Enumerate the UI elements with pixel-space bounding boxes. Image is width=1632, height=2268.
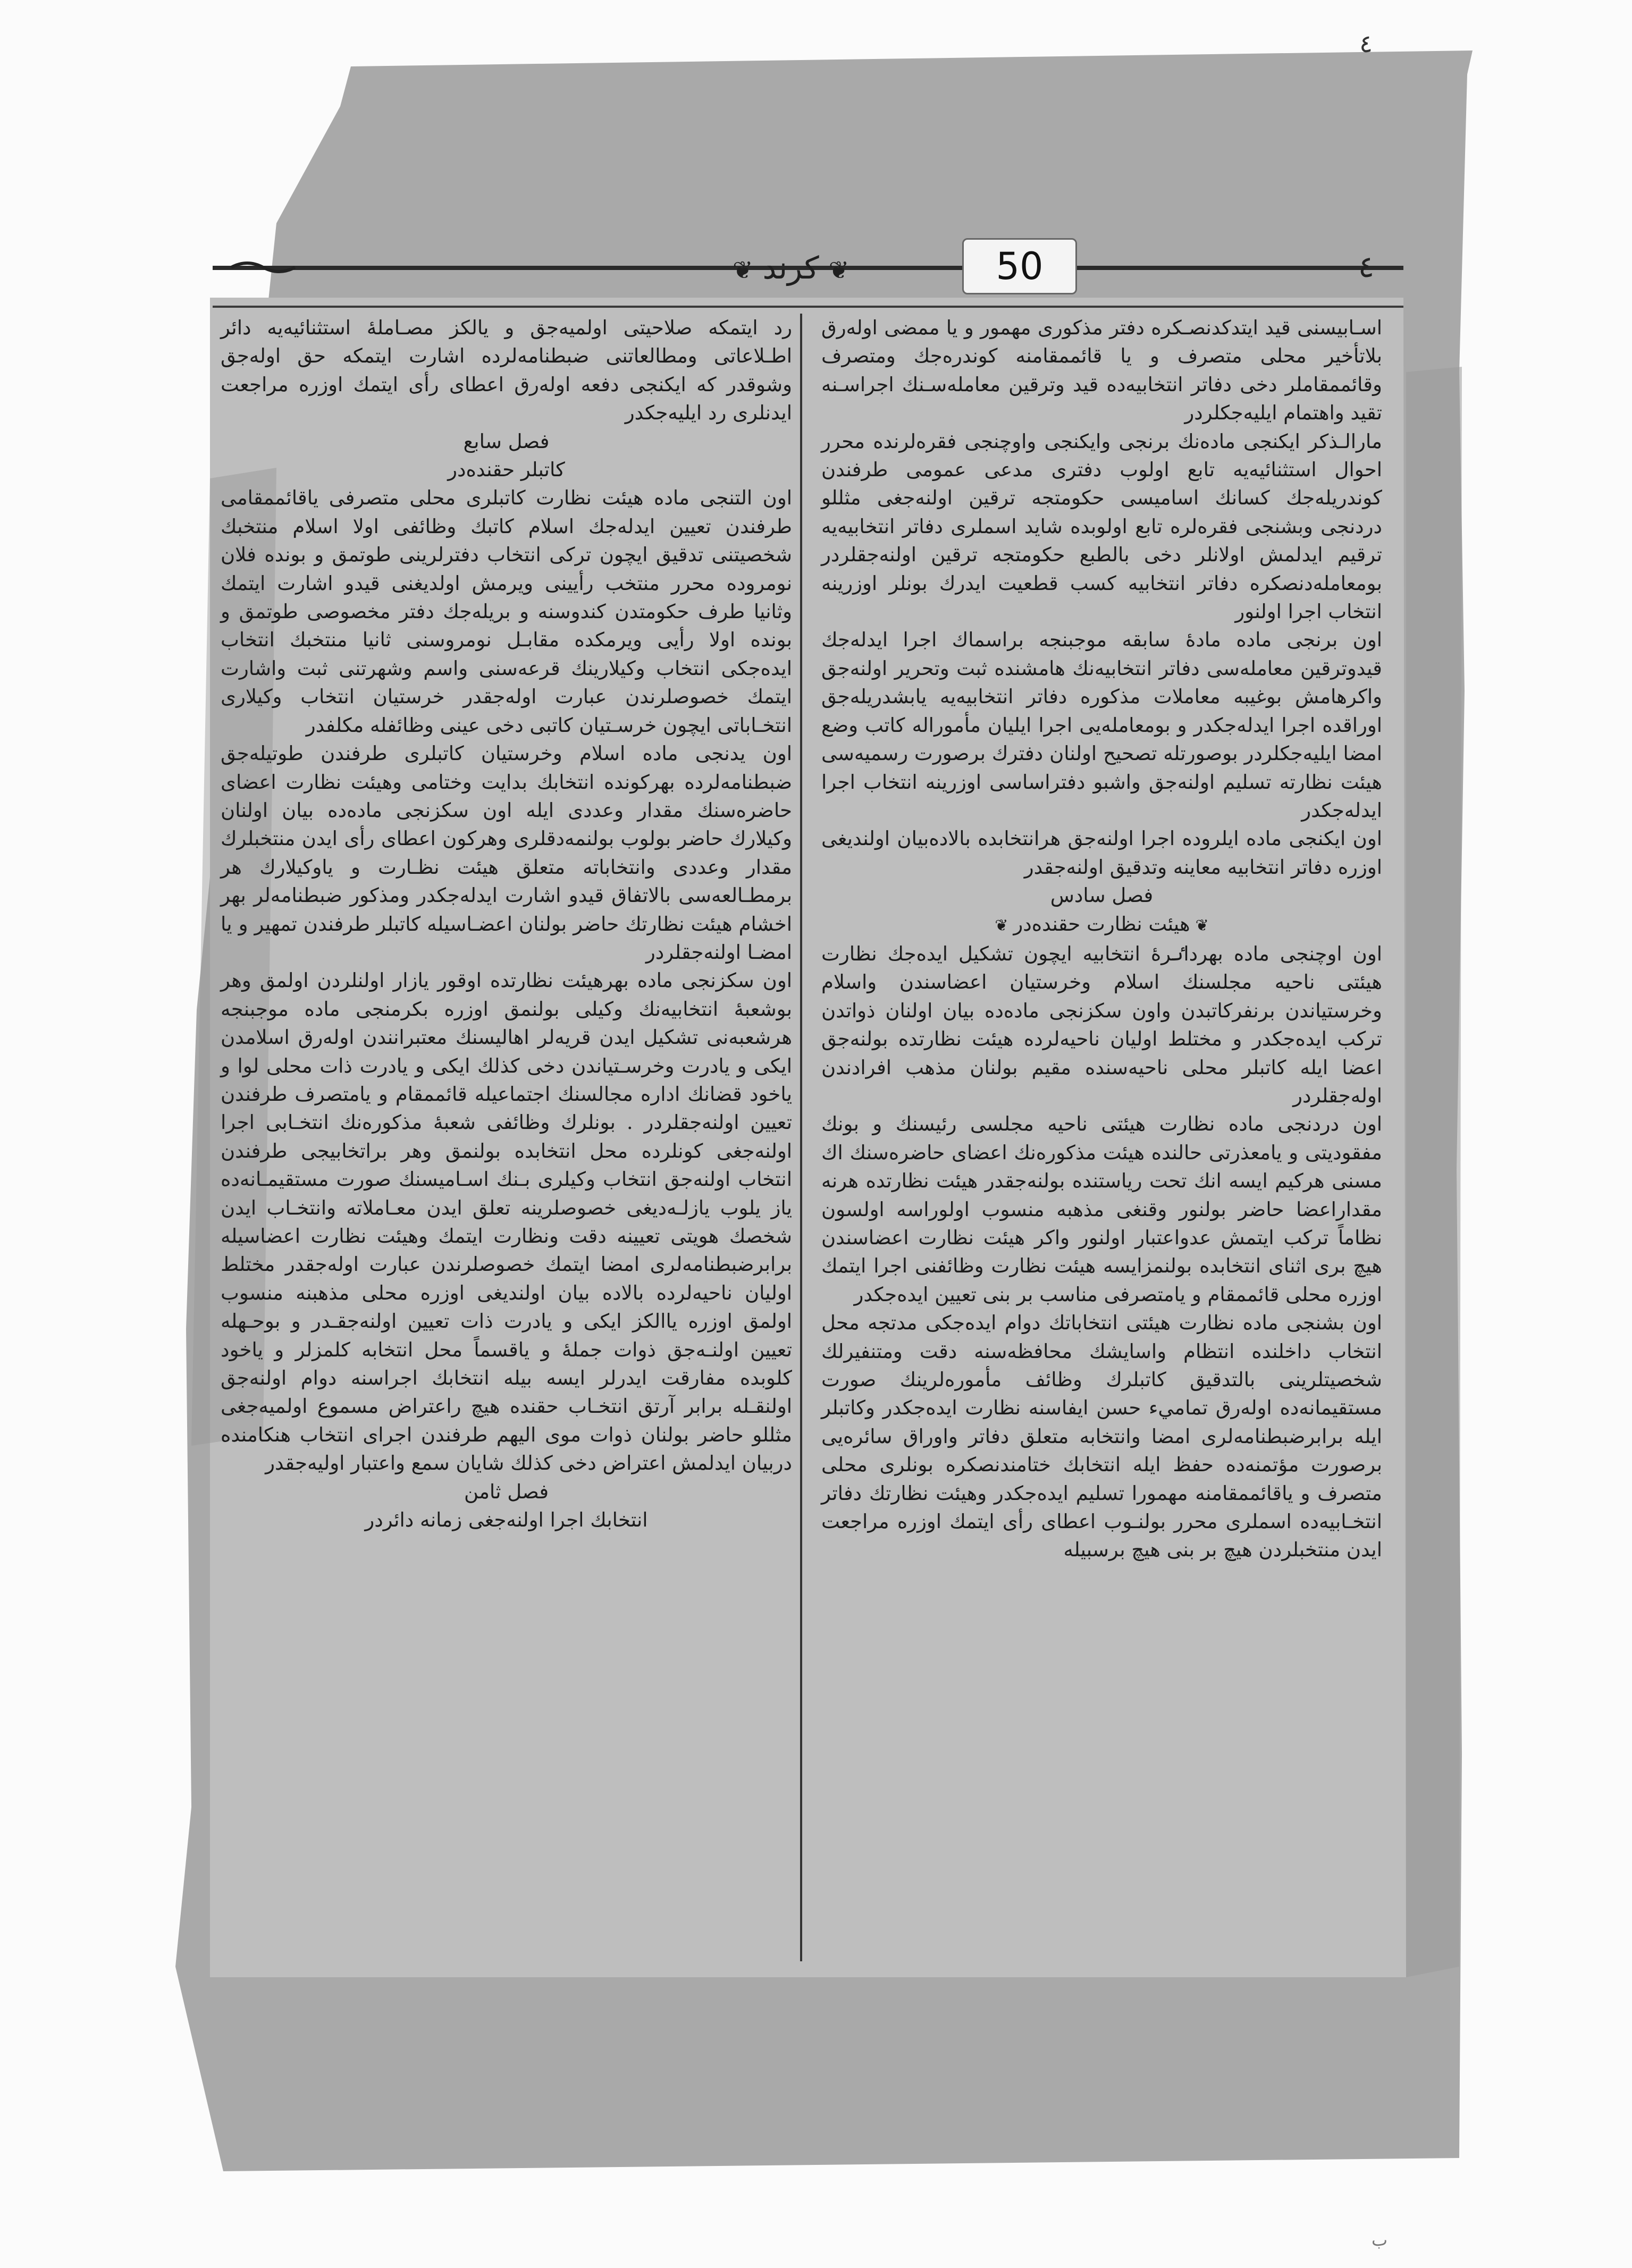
column-divider [800,314,802,1961]
ornament-icon: ❦ [1195,916,1209,935]
section-heading: فصل ثامن [464,1480,549,1503]
section-heading: فصل سادس [1050,884,1154,907]
paragraph: اسـابيسنى قيد ايتدكدنصـكره دفتر مذكورى مهمور و يا ممضى اولەرق بلاتأخير محلى متصرف و يا قائممقامنه كوندرەجك ومتصرف وقائممقاملر دخى دفاتر انتخابيەده قيد وترقين معاملەسـنك اجراسـنه تقيد واهتمام ايليەجكلردر [821,316,1382,425]
masthead-ornament-icon: ❦ [733,256,753,284]
section-subheading: انتخابك اجرا اولنەجغى زمانه دائردر [365,1508,648,1532]
masthead-title: كرند [762,250,819,286]
printed-page-digit: ٤ [1358,250,1375,284]
paragraph: اون سكزنجى ماده بهرهيئت نظارتدە اوقور يازار اولنلردن اولمق وهر بوشعبۀ انتخابيەنك وكيلى بولنمق اوزره بكرمنجى ماده موجبنجه هرشعبەنى تشكيل ايدن قريەلر اهاليسنك معتبرانندن اولەرق اسلامدن ايكى و يادرت وخرسـتياندن دخى كذلك ايكى و يادرت ذات محلى لوا و ياخود قضانك اداره مجالسنك اجتماعيله قائممقام و يامتصرف طرفندن تعيين اولنەجقلردر . بونلرك وظائفى شعبۀ مذكورەنك انتخـابى اجرا اولنەجغى كونلرده محل انتخابده بولنمق وهر براتخابيجى طرفندن انتخاب اولنەجق انتخاب وكيلرى بـنك اسـاميسنك صورت مستقيمـانەده ياز يلوب يازلـەديغى خصوصلرينه تعلق ايدن معـاملاته وانتخـاب ايدن شخصك هويتى تعيينه دقت ونظارت ايتمك وهيئت نظارت اعضاسيله برابرضبطنامەلرى امضا ايتمك خصوصلرندن عبارت اولەجقدر مختلط اوليان ناحيەلرده بالادە بيان اولنديغى اوزره محلى مذهبنه منسوب اولمق اوزره ياالكز ايكى و يادرت ذات تعيين اولنەجقـدر و بوحـهله تعيين اولنـەجق ذوات جملۀ و ياقسماً محل انتخابه كلمزلر و ياخود كلوبده مفارقت ايدرلر ايسه بيله انتخابك اجراسنه دوام اولنەجق اولنقـله برابر آرتق انتخـاب حقنده هيچ راعتراض مسموع اولميەجغى مثللو حاضر بولنان ذوات موى اليهم طرفندن اجراى انتخاب هنكامنده دربيان ايدلمش اعتراض دخى كذلك شايان سمع واعتبار اوليەجقدر [221,969,792,1475]
newspaper-masthead [723,250,859,286]
left-text-column [221,314,792,1534]
handwritten-page-number: 50 [962,238,1077,294]
paragraph: اون دردنجى ماده نظارت هيئتى ناحيه مجلسى رئيسنك و بونك مفقوديتى و يامعذرتى حالنده هيئت مذكورەنك اعضاى حاضرەسنك اك مسنى هركيم ايسه انك تحت رياستنده بولنەجقدر هيئت نظارتده هرنه مقداراعضا حاضر بولنور وقنغى مذهبه منسوب اولوراسه اولسون نظاماً تركب ايتمش عدواعتبار اولنور واكر هيئت نظارت اعضاسندن هيچ برى اثناى انتخابده بولنمزايسه هيئت نظارت وظائفنى اجرا ايتمك اوزره محلى قائممقام و يامتصرفى مناسب بر بنى تعيين ايدەجكدر [821,1112,1382,1306]
paragraph: اون يدنجى ماده اسلام وخرستيان كاتبلرى طرفندن طوتيلەجق ضبطنامەلرده بهركونده انتخابك بدايت وختامى وهيئت نظارت اعضاى حاضرەسنك مقدار وعددى ايله اون سكزنجى مادەدە بيان اولنان وكيلارك حاضر بولوب بولنمەدقلرى وهركون اعطاى رأى ايدن منتخبلرك مقدار وعددى وانتخاباته متعلق هيئت نظـارت و ياوكيلارك هر برمطـالعەسى بالاتفاق قيدو اشارت ايدلەجكدر ومذكور ضبطنامەلر بهر اخشام هيئت نظارتك حاضر بولنان اعضـاسيله كاتبلر طرفندن تمهير و يا امضـا اولنەجقلردر [221,742,792,964]
header-rule-thin [213,306,1403,308]
paragraph: اون برنجى ماده مادۀ سابقه موجبنجه براسماك اجرا ايدلەجك قيدوترقين معاملەسى دفاتر انتخابيەنك هامشنده ثبت وتحرير اولنەجق واكرهامش بوغيبه معاملات مذكوره دفاتر انتخابيەيه يابشدريلەجق اوراقده اجرا ايدلەجكدر و بومعاملەيى اجرا ايليان مأموراله كاتب وضع امضا ايليەجكلردر بوصورتله تصحيح اولنان دفترك برصورت رسميەسى هيئت نظارته تسليم اولنەجق واشبو دفتراساسى اوزرينه انتخاب اجرا ايدلەجكدر [821,628,1382,822]
paragraph: اون بشنجى ماده نظارت هيئتى انتخاباتك دوام ايدەجكى مدتجه محل انتخاب داخلنده انتظام واسايشك محافظەسنه دقت ومتنفيرلك شخصيتلرينى بالتدقيق كاتبلرك وظائف مأمورەلرينك صورت مستقيمانەده اولەرق تماميء حسن ايفاسنه نظارت ايدەجكدر وكاتبلر ايله برابرضبطنامەلرى امضا وانتخابه متعلق دفاتر واوراق سائرەيى برصورت مؤتمنەده حفظ ايله انتخابك ختامندنصكره بونلرى محلى متصرف و ياقائممقامنه مهمورا تسليم ايدەجكدر وهيئت نظارتك دفاتر انتخـابيەده اسملرى محرر بولنـوب اعطاى رأى ايتمك اوزره مراجعت ايدن منتخبلردن هيچ بر بنى هيچ برسبيله [821,1311,1382,1562]
section-subheading-text: هيئت نظارت حقندەدر [1013,912,1190,935]
paragraph: اون التنجى ماده هيئت نظارت كاتبلرى محلى متصرفى ياقائممقامى طرفندن تعيين ايدلەجك اسلام كاتبك وظائفى اولا اسلام منتخبك شخصيتنى تدقيق ايچون تركى انتخاب دفترلرينى طوتمق و بونده فلان نومرودە محرر منتخب رأيينى ويرمش اولديغنى قيدو اشارت ايتمك وثانيا طرف حكومتدن كندوسنه و بريلەجك دفتر مخصوصى طوتمق و بونده اولا رأيى ويرمكده مقابـل نومروسنى ثانيا منتخبك انتخاب ايدەجكى انتخاب وكيلارينك قرعەسنى واسم وشهرتنى ثبت واشارت ايتمك خصوصلرندن عبارت اولەجقدر خرستيان انتخاب وكيلارى انتخـاباتى ايچون خرسـتيان كاتبى دخى عينى وظائفله مكلفدر [221,486,792,737]
right-text-column [821,314,1382,1564]
section-heading: فصل سابع [463,429,550,453]
section-subheading: كاتبلر حقندەدر [448,458,565,482]
paragraph: اون اوچنجى ماده بهرداٸرۀ انتخابيه ايچون تشكيل ايدەجك نظارت هيئتى ناحيه مجلسنك اسلام وخرستيان اعضاسندن واسلام وخرستياندن برنفركاتبدن واون سكزنجى مادەده بيان اولنان ذواتدن تركب ايدەجكدر و مختلط اوليان ناحيەلرده هيئت نظارتده بولنەجق اعضا ايله كاتبلر محلى ناحيەسنده مقيم بولنان مذهب افرادندن اولەجقلردر [821,942,1382,1107]
paragraph: مارالـذكر ايكنجى مادەنك برنجى وايكنجى واوچنجى فقرەلرنده محرر احوال استثنائيەيه تابع اولوب دفترى مدعى عمومى طرفندن كوندريلەجك كسانك اساميسى حكومتجه ترقين اولنەجغى مثللو دردنجى وبشنجى فقرەلره تابع اولوبده شايد اسملرى دفاتر انتخابيەيه ترقيم ايدلمش اولانلر دخى بالطبع حكومتجه ترقين اولنەجقلردر بومعاملەدنصكره دفاتر انتخابيه كسب قطعيت ايدرك بونلر اوزرينه انتخاب اجرا اولنور [821,429,1382,623]
flourish-ornament-icon [229,258,298,277]
ornament-icon: ❦ [995,916,1008,935]
paragraph: اون ايكنجى ماده ايلرودە اجرا اولنەجق هرانتخابده بالادەبيان اولنديغى اوزره دفاتر انتخابيه معاينه وتدقيق اولنەجقدر [821,827,1382,879]
bottom-corner-mark: ب [1372,2230,1388,2250]
paragraph: رد ايتمكه صلاحيتى اولميەجق و يالكز مصـاملۀ استثنائيەيه دائر اطـلاعاتى ومطالعاتنى ضبطنامەلرده اشارت ايتمكه حق اولەجق وشوقدر كه ايكنجى دفعه اولەرق اعطاى رأى ايتمك اوزره مراجعت ايدنلرى رد ايليەجكدر [221,316,792,425]
corner-mark: ٤ [1359,29,1373,58]
masthead-ornament-icon: ❦ [828,256,849,284]
section-subheading [821,910,1382,940]
